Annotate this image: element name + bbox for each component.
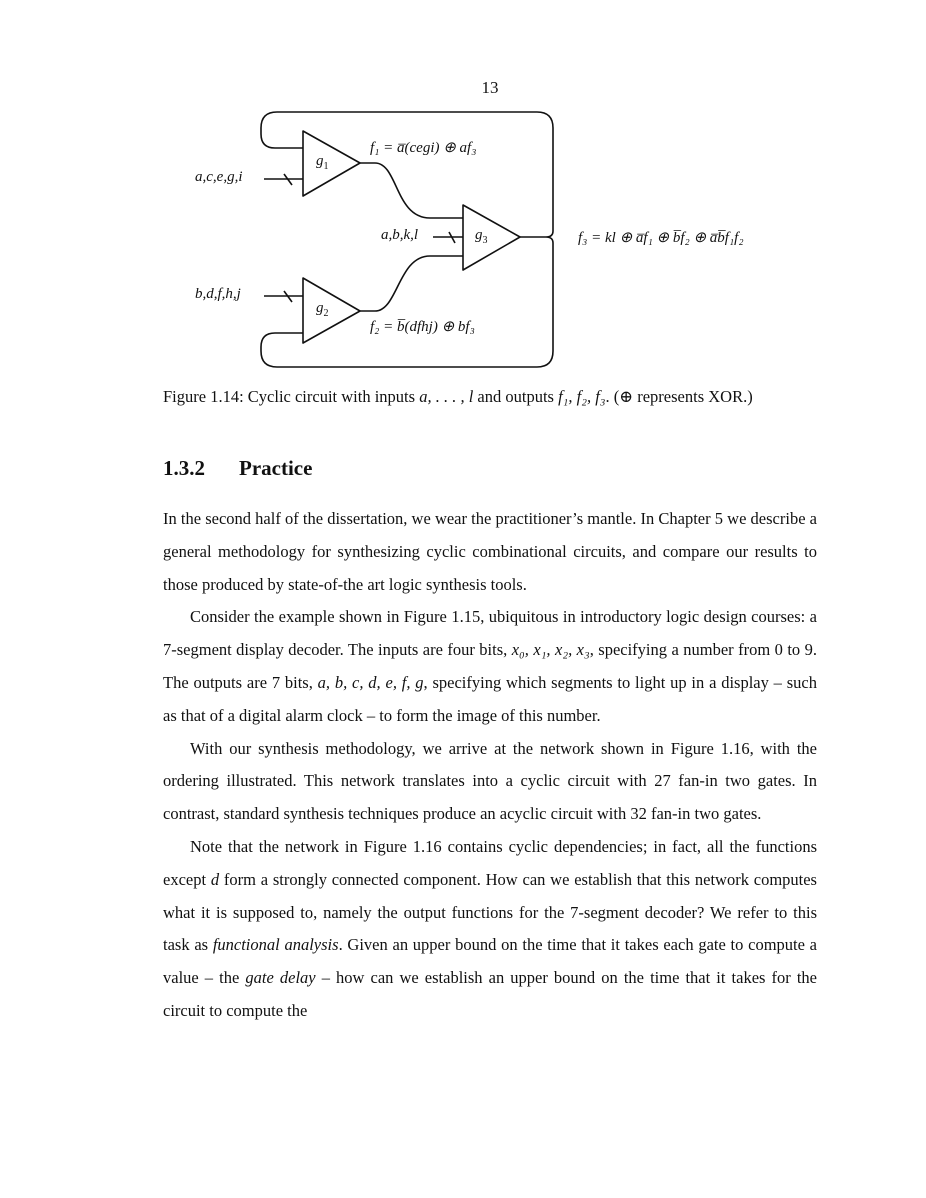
gate-g1-shape <box>303 131 360 196</box>
equation-f1: f₁ = a̅(cegi) ⊕ af₃ <box>370 140 477 156</box>
f2-wire <box>360 256 463 311</box>
paragraph-text: – how can we establish an upper bound on the time that it takes for the circuit to compute the <box>163 968 818 1020</box>
caption-text: . (⊕ represents XOR.) <box>605 387 753 406</box>
figure-cyclic-circuit <box>0 0 926 380</box>
gate-g2-shape <box>303 278 360 343</box>
gate-g3-label: $g_3$ <box>475 227 488 246</box>
paragraph-text: , specifying a number from 0 to 9. The outputs are 7 bits, <box>163 640 817 692</box>
paragraph-text: Note that the network in Figure 1.16 contains cyclic dependencies; in fact, all the functions except <box>163 836 817 889</box>
g1-inputs-label: a,c,e,g,i <box>195 169 243 185</box>
gate-g1-label: $g_1$ <box>316 153 329 172</box>
section-title: Practice <box>239 456 313 480</box>
math-outputs: a, b, c, d, e, f, g <box>317 672 424 692</box>
g3-output-wire <box>520 231 553 243</box>
paragraph-text: form a strongly connected component. How can we establish that this network computes what it is supposed to, namely the output functions for the 7-segment decoder? We refer to this task as <box>163 869 817 955</box>
feedback-wire-top <box>261 112 553 231</box>
equation-f3: f₃ = kl ⊕ a̅f₁ ⊕ b̅f₂ ⊕ a̅b̅f₁f₂ <box>578 230 744 246</box>
f1-wire <box>360 163 463 218</box>
caption-text: Figure 1.14: Cyclic circuit with inputs <box>163 387 420 406</box>
paragraph-text: . Given an upper bound on the time that it takes each gate to compute a value – the <box>163 935 818 988</box>
caption-outputs: f₁, f₂, f₃ <box>558 387 606 406</box>
paragraph-text: , specifying which segments to light up in a display – such as that of a digital alarm clock – to form the image of this number. <box>163 672 817 725</box>
paragraph-text: Consider the example shown in Figure 1.15, ubiquitous in introductory logic design courses: a 7-segment display decoder. The inputs are four bits, <box>163 607 817 660</box>
section-number: 1.3.2 <box>163 456 205 480</box>
g3-inputs-label: a,b,k,l <box>381 227 419 243</box>
figure-caption <box>163 386 818 408</box>
math-inputs: x₀, x₁, x₂, x₃ <box>511 640 590 660</box>
math-d: d <box>210 869 220 889</box>
caption-inputs: a, . . . , l <box>419 387 474 406</box>
caption-text: and outputs <box>473 387 559 406</box>
gate-g2-label: $g_2$ <box>316 300 329 319</box>
paragraph-3: With our synthesis methodology, we arrive at the network shown in Figure 1.16, with the ordering illustrated. This network translates into a cyclic circuit with 27 fan-in two gates. In contrast, standard synthesis techniques produce an acyclic circuit with 32 fan-in two gates. <box>163 738 817 824</box>
feedback-wire-bottom <box>261 243 553 367</box>
term-gate-delay: gate delay <box>245 968 316 988</box>
section-heading <box>163 456 312 481</box>
paragraph-1: In the second half of the dissertation, we wear the practitioner’s mantle. In Chapter 5 we describe a general methodology for synthesizing cyclic combinational circuits, and compare our results to those produced by state-of-the art logic synthesis tools. <box>163 509 817 594</box>
term-functional-analysis: functional analysis <box>212 935 339 955</box>
body-text <box>163 503 817 1028</box>
gate-g3-shape <box>463 205 520 270</box>
paragraph-4 <box>163 831 817 1028</box>
equation-f2: f₂ = b̅(dfhj) ⊕ bf₃ <box>370 319 475 335</box>
page-number: 13 <box>481 78 499 97</box>
g2-inputs-label: b,d,f,h,j <box>195 286 241 302</box>
paragraph-2 <box>163 601 817 732</box>
